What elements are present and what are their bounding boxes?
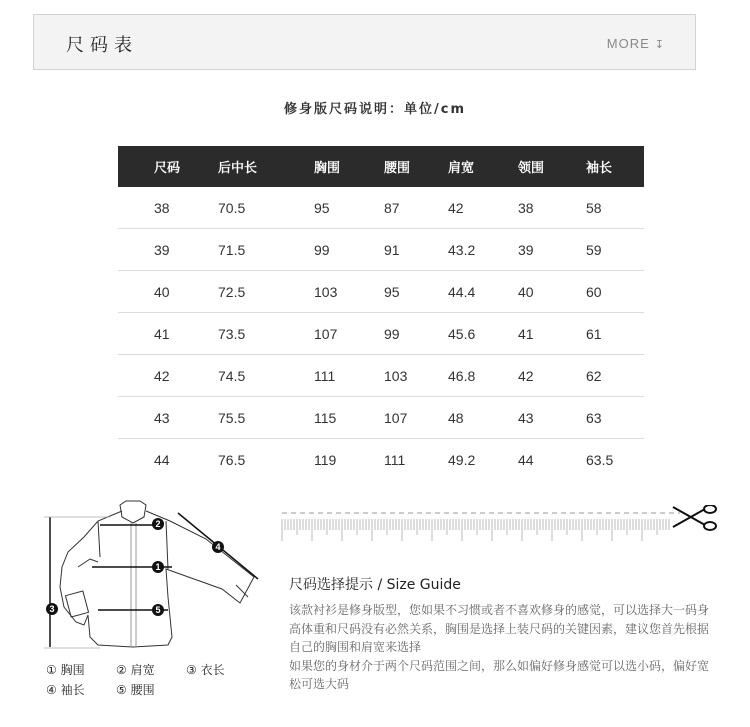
marker-1: 1 <box>155 562 161 572</box>
table-cell: 115 <box>314 397 384 439</box>
table-row <box>118 229 644 271</box>
table-cell: 62 <box>586 355 644 397</box>
table-header-row <box>118 146 644 187</box>
table-cell: 76.5 <box>218 451 246 468</box>
table-subtitle: 修身版尺码说明：单位/cm <box>283 102 466 117</box>
table-cell: 63.5 <box>586 451 614 468</box>
marker-3: 3 <box>49 604 55 614</box>
table-cell: 99 <box>384 313 448 355</box>
marker-5: 5 <box>155 605 161 615</box>
table-cell: 44.4 <box>448 271 518 313</box>
table-cell: 103 <box>314 271 384 313</box>
legend-item-waist: ⑤ 腰围 <box>116 683 155 697</box>
legend-item-sleeve: ④ 袖长 <box>46 683 85 697</box>
marker-2: 2 <box>155 519 161 529</box>
table-cell: 107 <box>384 397 448 439</box>
table-cell: 63 <box>586 397 644 439</box>
table-cell: 40 <box>118 271 218 313</box>
table-cell: 40 <box>518 271 586 313</box>
table-cell: 58 <box>586 187 644 229</box>
more-link[interactable] <box>607 36 665 51</box>
table-cell: 75.5 <box>218 397 314 439</box>
guide-paragraph: 该款衬衫是修身版型，您如果不习惯或者不喜欢修身的感觉，可以选择大一码身高体重和尺码没有必然关系，胸围是选择上装尺码的关键因素，建议您首先根据自己的胸围和肩宽来选择 <box>289 603 710 654</box>
table-cell: 41 <box>518 313 586 355</box>
table-cell: 44 <box>518 451 534 468</box>
table-cell: 91 <box>384 229 448 271</box>
table-cell: 38 <box>118 187 218 229</box>
table-cell: 44 <box>154 451 170 468</box>
table-cell: 39 <box>518 229 586 271</box>
guide-paragraph: 如果您的身材介于两个尺码范围之间，那么如偏好修身感觉可以选小码，偏好宽松可选大码 <box>289 658 710 691</box>
column-header: 胸围 <box>314 146 384 187</box>
table-row <box>118 187 644 229</box>
table-row <box>118 439 644 481</box>
ruler-decoration <box>280 505 720 543</box>
size-table <box>118 146 644 480</box>
shirt-measurement-diagram <box>40 497 270 652</box>
table-cell: 43.2 <box>448 229 518 271</box>
section-title: 尺码表 <box>66 35 138 56</box>
table-cell: 87 <box>384 187 448 229</box>
table-cell: 103 <box>384 355 448 397</box>
table-cell: 73.5 <box>218 313 314 355</box>
table-cell: 42 <box>448 187 518 229</box>
marker-4: 4 <box>215 542 221 552</box>
table-row <box>118 271 644 313</box>
column-header: 领围 <box>518 146 586 187</box>
table-cell: 107 <box>314 313 384 355</box>
table-cell: 46.8 <box>448 355 518 397</box>
legend-item-length: ③ 衣长 <box>186 663 225 677</box>
table-cell: 119 <box>314 451 337 468</box>
scissors-icon <box>673 505 716 530</box>
table-row <box>118 397 644 439</box>
table-cell: 42 <box>118 355 218 397</box>
arrow-down-icon: ↧ <box>654 39 665 51</box>
column-header: 袖长 <box>586 146 644 187</box>
table-cell: 39 <box>118 229 218 271</box>
column-header: 肩宽 <box>448 146 518 187</box>
table-cell: 72.5 <box>218 271 314 313</box>
table-cell: 74.5 <box>218 355 314 397</box>
legend-item-shoulder: ② 肩宽 <box>116 663 155 677</box>
table-cell: 111 <box>384 451 406 468</box>
column-header: 后中长 <box>218 146 314 187</box>
table-cell: 48 <box>448 397 518 439</box>
table-cell: 70.5 <box>218 187 314 229</box>
table-cell: 71.5 <box>218 229 314 271</box>
table-cell: 95 <box>384 271 448 313</box>
table-cell: 41 <box>118 313 218 355</box>
table-cell: 43 <box>118 397 218 439</box>
table-cell: 38 <box>518 187 586 229</box>
section-header <box>33 14 696 70</box>
column-header: 尺码 <box>118 146 218 187</box>
table-row <box>118 355 644 397</box>
size-guide-body <box>289 601 719 694</box>
table-cell: 43 <box>518 397 586 439</box>
table-row <box>118 313 644 355</box>
diagram-legend <box>46 661 256 701</box>
table-cell: 99 <box>314 229 384 271</box>
table-cell: 95 <box>314 187 384 229</box>
table-cell: 61 <box>586 313 644 355</box>
legend-item-chest: ① 胸围 <box>46 663 85 677</box>
table-cell: 49.2 <box>448 451 476 468</box>
table-cell: 59 <box>586 229 644 271</box>
size-guide-title: 尺码选择提示 / Size Guide <box>289 577 461 593</box>
table-cell: 42 <box>518 355 586 397</box>
table-cell: 111 <box>314 355 384 397</box>
more-label: MORE <box>606 36 650 51</box>
table-cell: 60 <box>586 271 644 313</box>
column-header: 腰围 <box>384 146 448 187</box>
table-cell: 45.6 <box>448 313 518 355</box>
